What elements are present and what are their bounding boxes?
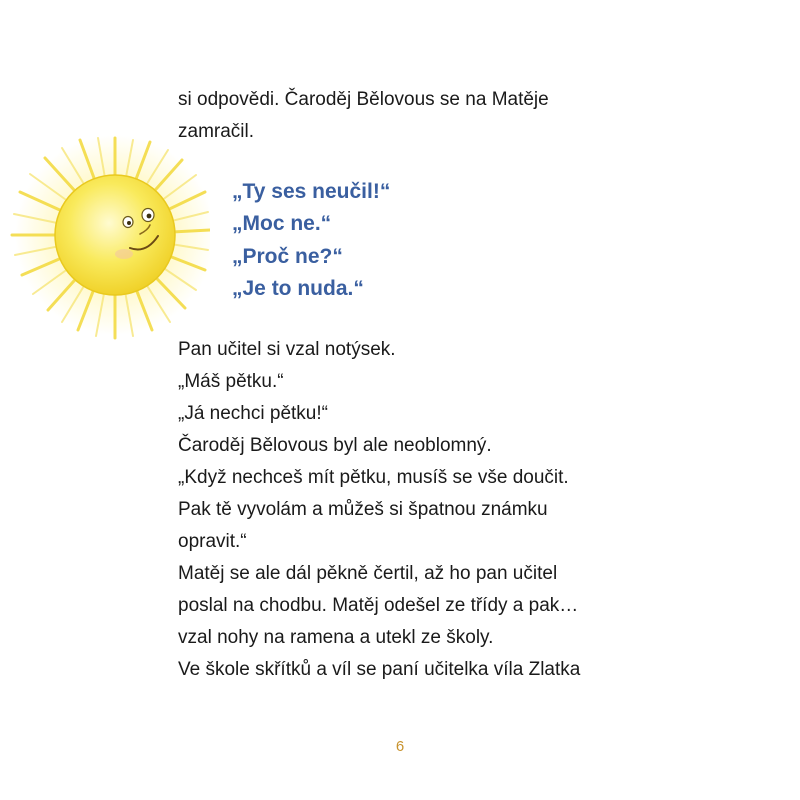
text-line: Ve škole skřítků a víl se paní učitelka víla Zlatka bbox=[178, 659, 581, 680]
dialog-line: „Je to nuda.“ bbox=[232, 277, 364, 300]
text-line: vzal nohy na ramena a utekl ze školy. bbox=[178, 627, 494, 648]
text-line: „Když nechceš mít pětku, musíš se vše doučit. bbox=[178, 467, 569, 488]
text-line: opravit.“ bbox=[178, 531, 247, 552]
text-line: „Máš pětku.“ bbox=[178, 371, 284, 392]
text-line: Pan učitel si vzal notýsek. bbox=[178, 339, 396, 360]
text-line: Čaroděj Bělovous byl ale neoblomný. bbox=[178, 435, 492, 456]
text-line: „Já nechci pětku!“ bbox=[178, 403, 328, 424]
sun-icon bbox=[0, 130, 210, 350]
text-line: Matěj se ale dál pěkně čertil, až ho pan učitel bbox=[178, 563, 558, 584]
dialog-line: „Proč ne?“ bbox=[232, 245, 343, 268]
text-line: si odpovědi. Čaroděj Bělovous se na Matěje bbox=[178, 89, 549, 110]
page-number: 6 bbox=[395, 738, 405, 755]
dialog-line: „Ty ses neučil!“ bbox=[232, 180, 391, 203]
text-line: Pak tě vyvolám a můžeš si špatnou známku bbox=[178, 499, 548, 520]
text-line: poslal na chodbu. Matěj odešel ze třídy a pak… bbox=[178, 595, 579, 616]
text-line: zamračil. bbox=[178, 121, 255, 142]
dialog-line: „Moc ne.“ bbox=[232, 212, 332, 235]
